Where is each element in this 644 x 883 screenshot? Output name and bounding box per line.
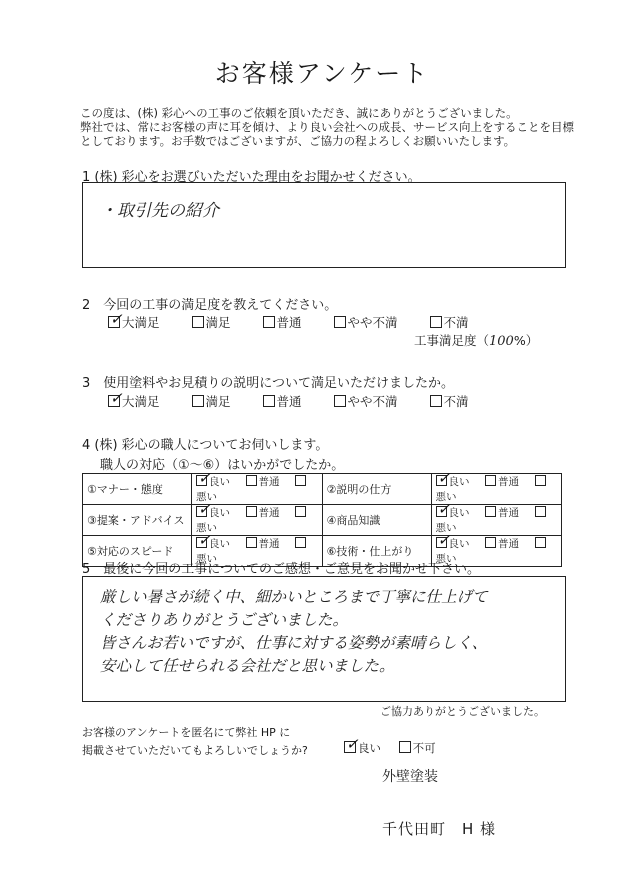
q4-item-5-options: ✓ 良い 普通 悪い <box>192 536 323 567</box>
q3-checkbox-5[interactable] <box>430 395 442 407</box>
q4-item-4-good[interactable]: ✓ <box>437 500 451 518</box>
q4-item-2-normal[interactable] <box>485 475 496 486</box>
q3-checkbox-3[interactable] <box>263 395 275 407</box>
q4-item-5-normal[interactable] <box>246 537 257 548</box>
q4-sub: 職人の対応（①～⑥）はいかがでしたか。 <box>100 458 345 473</box>
q2-checkbox-1[interactable]: ✓ <box>110 310 123 328</box>
q4-item-2-label: ②説明の仕方 <box>322 474 431 505</box>
q2-rate: 工事満足度（100%） <box>414 333 539 349</box>
q3-label: 3 使用塗料やお見積りの説明について満足いただけましたか。 <box>82 376 455 391</box>
q2-checkbox-2[interactable] <box>192 316 204 328</box>
q4-item-4-options: ✓ 良い 普通 悪い <box>431 505 562 536</box>
page-title: お客様アンケート <box>214 59 430 88</box>
q1-answer-box <box>82 182 566 268</box>
q4-item-2-options: ✓ 良い 普通 悪い <box>431 474 562 505</box>
q1-label: 1 (株) 彩心をお選びいただいた理由をお聞かせください。 <box>82 170 421 185</box>
q4-item-1-bad[interactable] <box>295 475 306 486</box>
q4-item-4-bad[interactable] <box>535 506 546 517</box>
q4-item-3-label: ③提案・アドバイス <box>83 505 192 536</box>
q4-label: 4 (株) 彩心の職人についてお伺いします。 <box>82 438 329 453</box>
q4-item-5-label: ⑤対応のスピード <box>83 536 192 567</box>
q2-checkbox-3[interactable] <box>263 316 275 328</box>
q4-item-3-bad[interactable] <box>295 506 306 517</box>
q5-thanks: ご協力ありがとうございました。 <box>380 705 545 718</box>
q4-item-6-normal[interactable] <box>485 537 496 548</box>
q4-item-1-label: ①マナー・態度 <box>83 474 192 505</box>
table-row <box>83 505 562 536</box>
consent-line-2: 掲載させていただいてもよろしいでしょうか? <box>82 744 308 757</box>
q5-line-4: 安心して任せられる会社だと思いました。 <box>100 657 395 675</box>
q2-checkbox-4[interactable] <box>334 316 346 328</box>
work-type: 外壁塗装 <box>382 769 438 785</box>
q4-item-3-normal[interactable] <box>246 506 257 517</box>
q4-item-6-good[interactable]: ✓ <box>437 531 451 549</box>
q4-item-4-normal[interactable] <box>485 506 496 517</box>
table-row <box>83 474 562 505</box>
q4-item-6-options: ✓ 良い 普通 悪い <box>431 536 562 567</box>
q4-item-6-bad[interactable] <box>535 537 546 548</box>
q4-item-2-good[interactable]: ✓ <box>437 469 451 487</box>
consent-checkbox-ng[interactable] <box>399 741 411 753</box>
q4-item-3-options: ✓ 良い 普通 悪い <box>192 505 323 536</box>
q4-rating-table <box>82 469 562 567</box>
q2-label: 2 今回の工事の満足度を教えてください。 <box>82 298 338 313</box>
intro-line-2: 弊社では、常にお客様の声に耳を傾け、より良い会社への成長、サービス向上をすることを目標 <box>80 120 575 134</box>
q3-checkbox-4[interactable] <box>334 395 346 407</box>
q5-line-3: 皆さんお若いですが、仕事に対する姿勢が素晴らしく、 <box>100 634 488 652</box>
q4-item-1-options: ✓ 良い 普通 悪い <box>192 474 323 505</box>
q3-checkbox-2[interactable] <box>192 395 204 407</box>
q5-label: 5 最後に今回の工事についてのご感想・ご意見をお聞かせ下さい。 <box>82 562 481 577</box>
q2-checkbox-5[interactable] <box>430 316 442 328</box>
q2-options: ✓ 大満足 満足 普通 やや不満 不満 <box>110 310 469 330</box>
q4-item-2-bad[interactable] <box>535 475 546 486</box>
q5-line-1: 厳しい暑さが続く中、細かいところまで丁寧に仕上げて <box>100 588 488 606</box>
consent-checkbox-ok[interactable]: ✓ <box>346 735 359 753</box>
q4-item-1-normal[interactable] <box>246 475 257 486</box>
q3-checkbox-1[interactable]: ✓ <box>110 389 123 407</box>
q4-item-3-good[interactable]: ✓ <box>198 500 211 518</box>
intro-line-3: としております。お手数ではございますが、ご協力の程よろしくお願いいたします。 <box>80 134 516 148</box>
q3-options: ✓ 大満足 満足 普通 やや不満 不満 <box>110 389 469 409</box>
q4-item-5-bad[interactable] <box>295 537 306 548</box>
consent-line-1: お客様のアンケートを匿名にて弊社 HP に <box>82 726 291 739</box>
q1-answer: ・取引先の紹介 <box>100 201 219 221</box>
q4-item-6-label: ⑥技術・仕上がり <box>322 536 431 567</box>
intro-line-1: この度は、(株) 彩心への工事のご依頼を頂いただき、誠にありがとうございました。 <box>80 106 518 120</box>
customer-name: 千代田町 H 様 <box>382 820 497 838</box>
consent-options: ✓ 良い 不可 <box>346 735 436 755</box>
q4-item-5-good[interactable]: ✓ <box>198 531 211 549</box>
q4-item-1-good[interactable]: ✓ <box>198 469 211 487</box>
q4-item-4-label: ④商品知識 <box>322 505 431 536</box>
q5-line-2: くださりありがとうございました。 <box>100 611 349 629</box>
